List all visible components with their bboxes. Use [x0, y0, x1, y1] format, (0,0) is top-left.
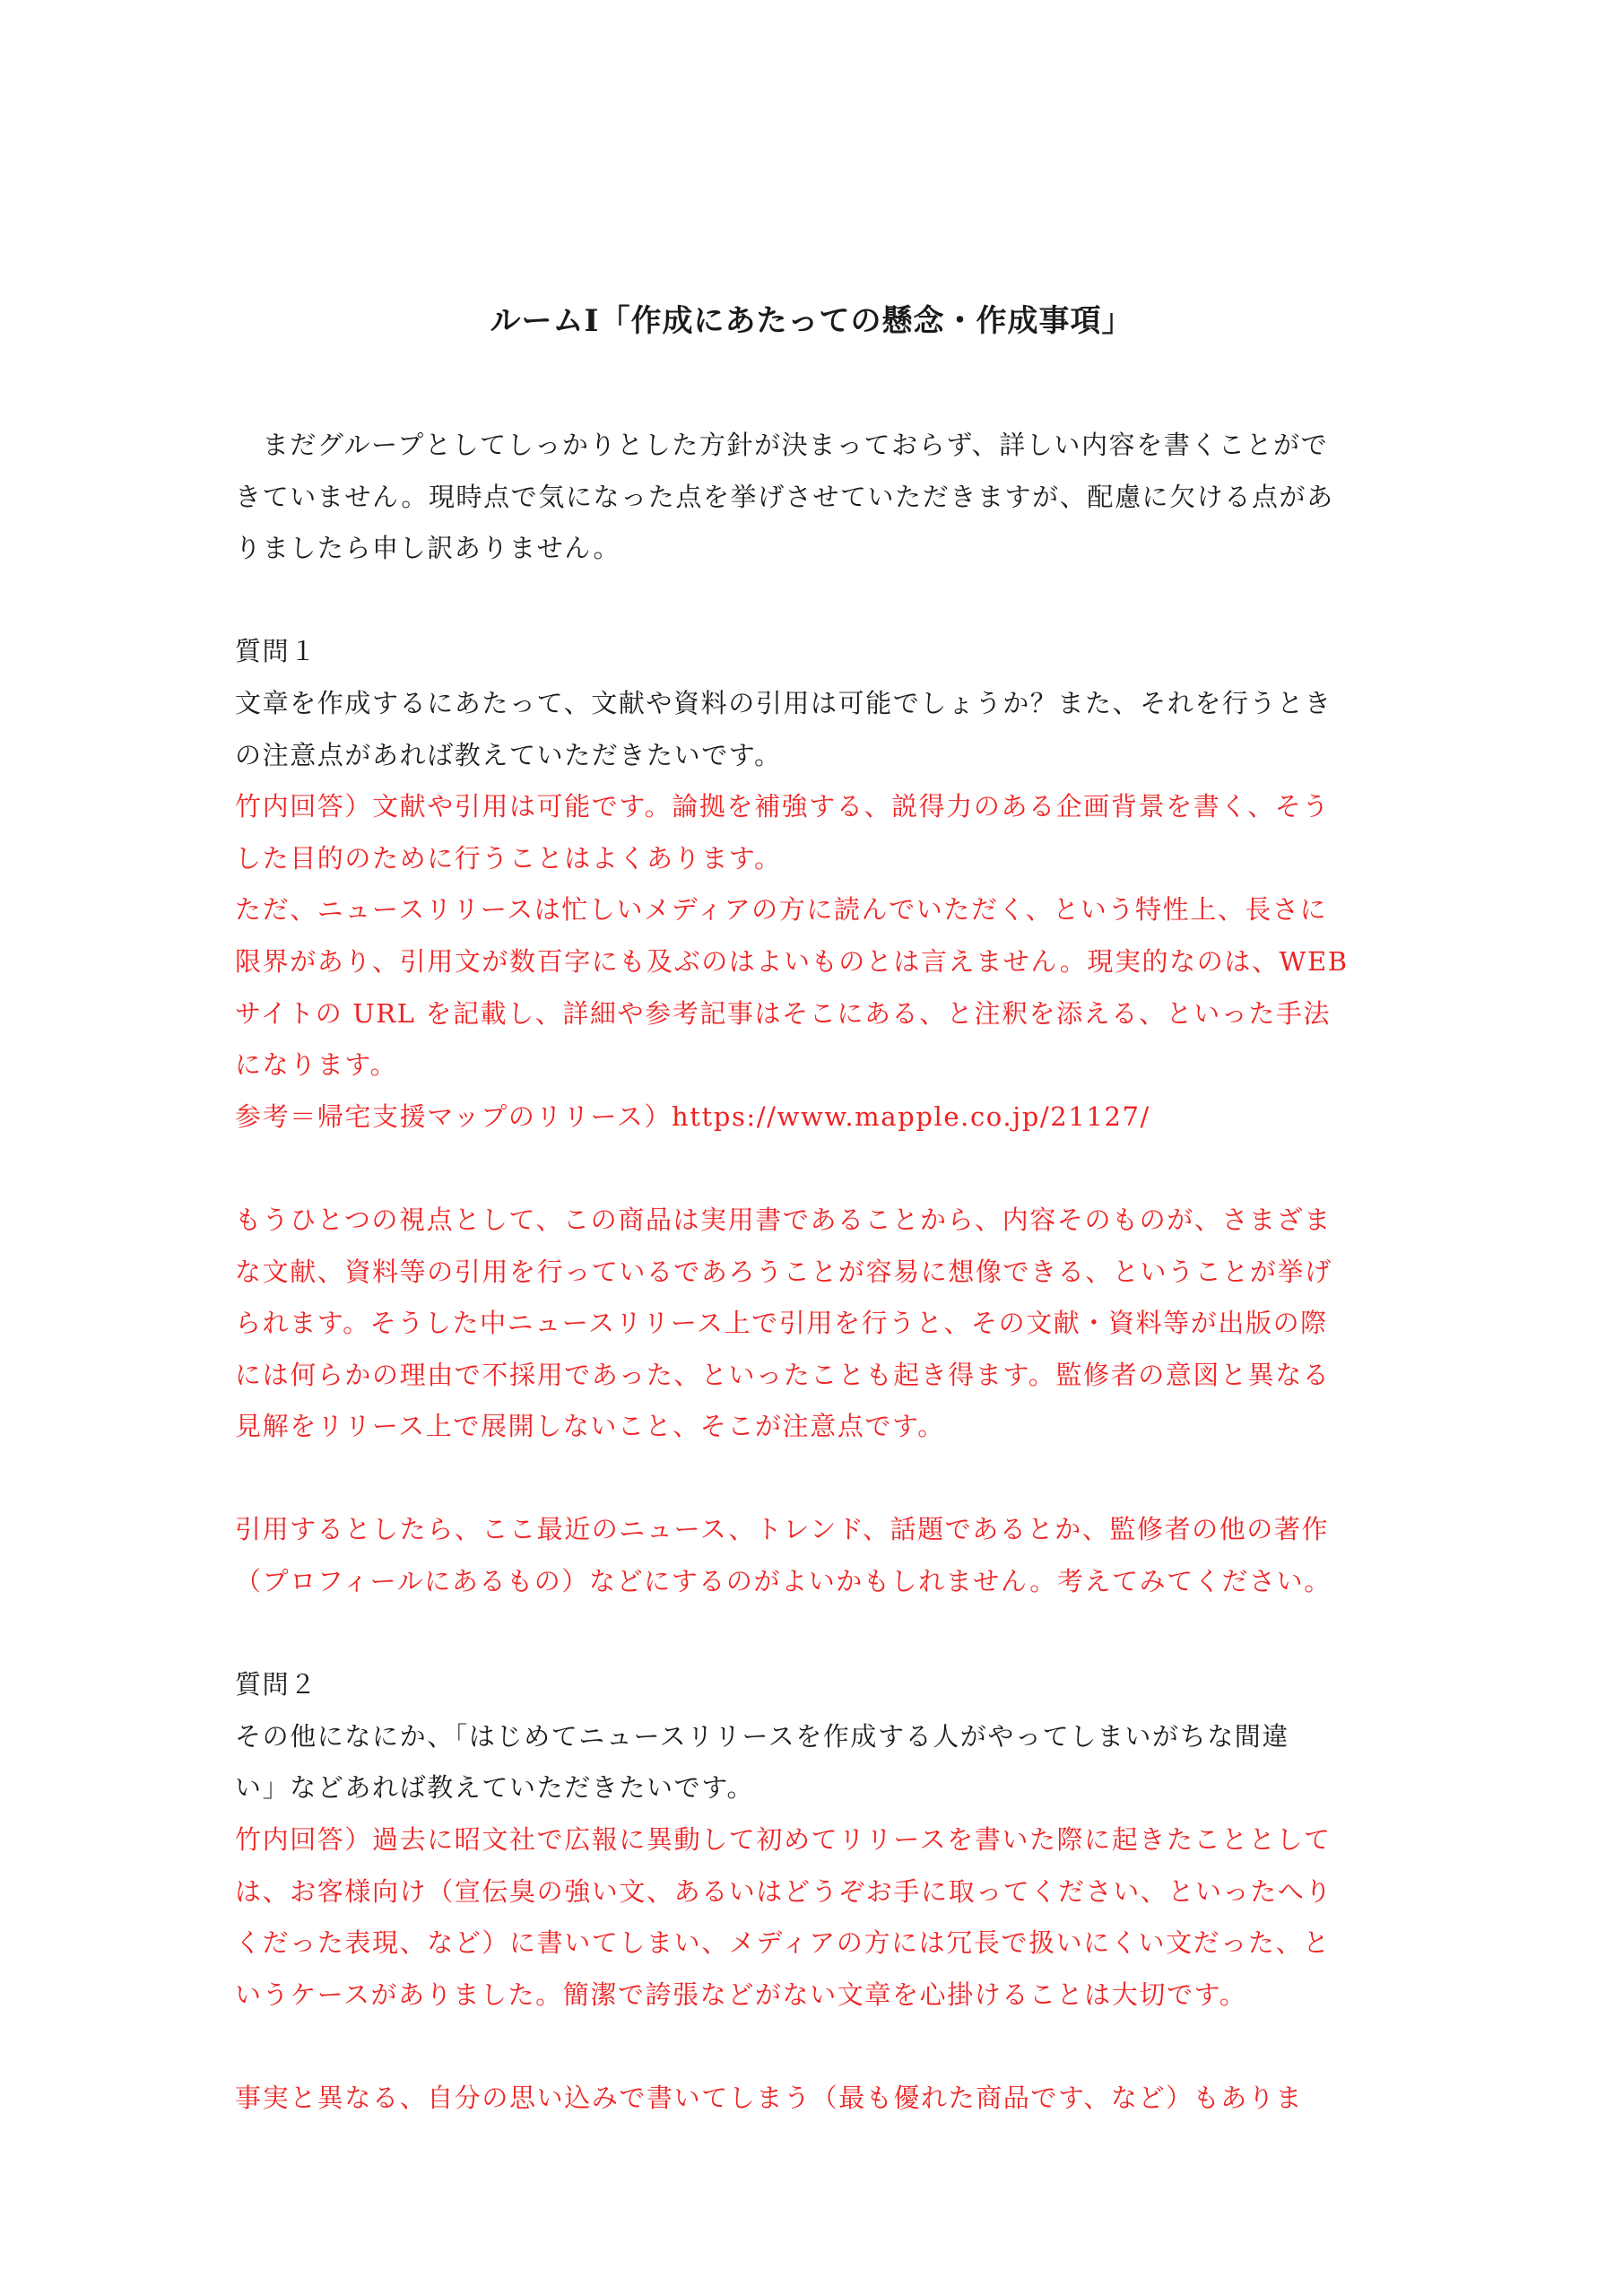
answer-line: サイトの URL を記載し、詳細や参考記事はそこにある、と注釈を添える、といった手法: [235, 997, 1332, 1029]
intro-line: まだグループとしてしっかりとした方針が決まっておらず、詳しい内容を書くことがで: [235, 430, 1329, 460]
answer-2-block: [235, 1814, 1401, 2021]
answer-line: 事実と異なる、自分の思い込みで書いてしまう（最も優れた商品です、など）もありま: [235, 2083, 1304, 2113]
answer-line: られます。そうした中ニュースリリース上で引用を行うと、その文献・資料等が出版の際: [235, 1308, 1328, 1339]
answer-line: （プロフィールにあるもの）などにするのがよいかもしれません。考えてみてください。: [235, 1566, 1332, 1597]
question-1-text-line: の注意点があれば教えていただきたいです。: [235, 739, 782, 770]
question-2-section: [235, 1659, 1401, 2124]
answer-line: 限界があり、引用文が数百字にも及ぶのはよいものとは言えません。現実的なのは、WEB: [235, 945, 1349, 977]
paragraph-gap: [235, 2021, 1401, 2073]
paragraph-gap: [235, 1143, 1401, 1195]
answer-1-block-2: [235, 1195, 1401, 1453]
answer-line: は、お客様向け（宣伝臭の強い文、あるいはどうぞお手に取ってください、といったへり: [235, 1875, 1333, 1907]
answer-line: くだった表現、など）に書いてしまい、メディアの方には冗長で扱いにくい文だった、と: [235, 1927, 1331, 1959]
answer-2-block-2: [235, 2073, 1401, 2125]
answer-line: 竹内回答）過去に昭文社で広報に異動して初めてリリースを書いた際に起きたこととして: [235, 1824, 1332, 1856]
paragraph-gap: [235, 1453, 1401, 1505]
answer-line: ただ、ニュースリリースは忙しいメディアの方に読んでいただく、という特性上、長さに: [235, 894, 1328, 926]
paragraph-gap: [235, 575, 1401, 627]
question-1-section: [235, 626, 1401, 1607]
answer-line: 竹内回答）文献や引用は可能です。論拠を補強する、説得力のある企画背景を書く、そう: [235, 791, 1331, 822]
intro-line: きていません。現時点で気になった点を挙げさせていただきますが、配慮に欠ける点があ: [235, 481, 1334, 512]
paragraph-gap: [235, 1608, 1401, 1660]
answer-line: な文献、資料等の引用を行っているであろうことが容易に想像できる、ということが挙げ: [235, 1256, 1332, 1287]
answer-line: いうケースがありました。簡潔で誇張などがない文章を心掛けることは大切です。: [235, 1979, 1247, 2010]
question-2-heading: 質問２: [235, 1669, 317, 1700]
answer-line: した目的のために行うことはよくあります。: [235, 842, 782, 874]
question-1-heading: 質問１: [235, 636, 317, 667]
answer-line: もうひとつの視点として、この商品は実用書であることから、内容そのものが、さまざま: [235, 1204, 1332, 1235]
answer-line: には何らかの理由で不採用であった、といったことも起き得ます。監修者の意図と異なる: [235, 1359, 1331, 1390]
intro-line: りましたら申し訳ありません。: [235, 533, 621, 564]
document-title: ルームⅠ「作成にあたっての懸念・作成事項」: [490, 303, 1133, 339]
answer-line: になります。: [235, 1049, 398, 1081]
answer-line: 引用するとしたら、ここ最近のニュース、トレンド、話題であるとか、監修者の他の著作: [235, 1514, 1330, 1545]
question-1-text-line: 文章を作成するにあたって、文献や資料の引用は可能でしょうか？また、それを行うとき: [235, 687, 1332, 718]
document-body: [235, 420, 1401, 2125]
answer-1-block: [235, 781, 1401, 1143]
intro-paragraph: [235, 420, 1401, 575]
question-2-text-line: い」などあれば教えていただきたいです。: [235, 1772, 755, 1804]
reference-url-line: 参考＝帰宅支援マップのリリース）https://www.mapple.co.jp/21127/: [235, 1100, 1150, 1132]
answer-1-block-3: [235, 1504, 1401, 1607]
answer-line: 見解をリリース上で展開しないこと、そこが注意点です。: [235, 1411, 945, 1442]
question-2-text-line: その他になにか、「はじめてニュースリリースを作成する人がやってしまいがちな間違: [235, 1720, 1290, 1752]
